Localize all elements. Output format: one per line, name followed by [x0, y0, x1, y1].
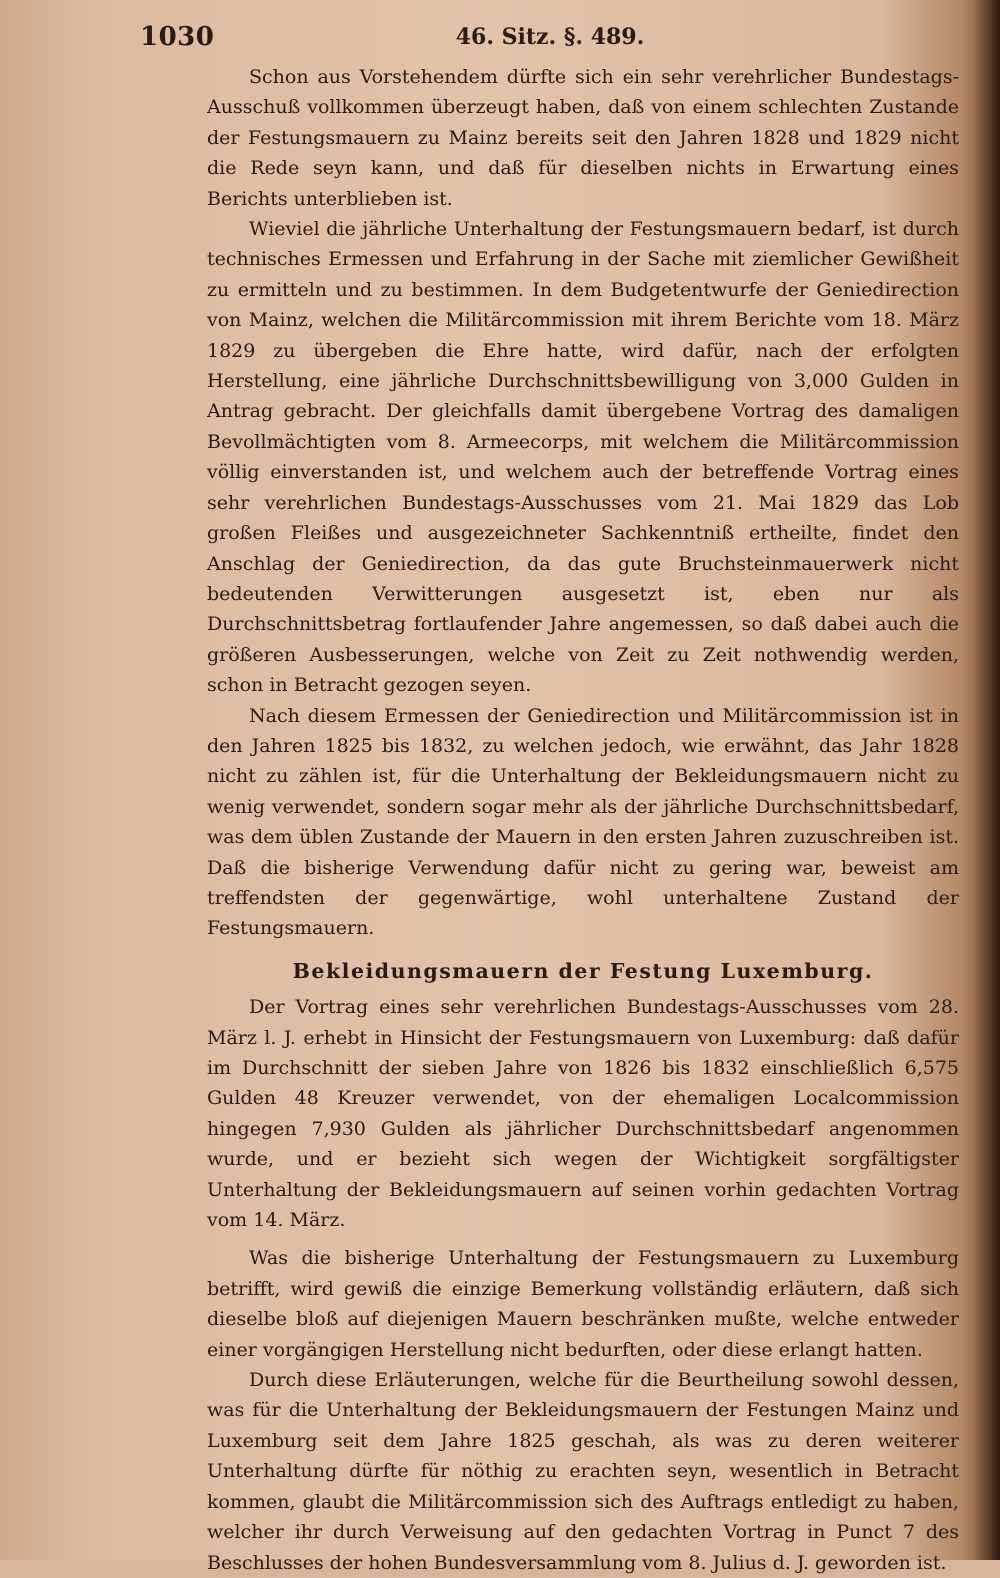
- page-body: [207, 62, 959, 1578]
- section-heading: Bekleidungsmauern der Festung Luxemburg.: [292, 958, 874, 983]
- page-edge-shadow: [974, 0, 1000, 1560]
- section-paragraph-3: Durch diese Erläuterungen, welche für die Beurtheilung sowohl dessen, was für die Unterhaltung der Bekleidungsmauern der Festungen Mainz und Luxemburg seit dem Jahre 1825 geschah, als was zu deren weiterer Unterhaltung dürfte für nöthig zu erachten seyn, wesentlich in Betracht kommen, glaubt die Militärcommission sich des Auftrags entledigt zu haben, welcher ihr durch Verweisung auf den gedachten Vortrag in Punct 7 des Beschlusses der hohen Bundesversammlung vom 8. Julius d. J. geworden ist.: [207, 1369, 959, 1574]
- paragraph-2: Wieviel die jährliche Unterhaltung der Festungsmauern bedarf, ist durch technisches Ermessen und Erfahrung in der Sache mit ziemlicher Gewißheit zu ermitteln und zu bestimmen. In dem Budgetentwurfe der Geniedirection von Mainz, welchen die Militärcommission mit ihrem Berichte vom 18. März 1829 zu übergeben die Ehre hatte, wird dafür, nach der erfolgten Herstellung, eine jährliche Durchschnittsbewilligung von 3,000 Gulden in Antrag gebracht. Der gleichfalls damit übergebene Vortrag des damaligen Bevollmächtigten vom 8. Armeecorps, mit welchem die Militärcommission völlig einverstanden ist, und welchem auch der betreffende Vortrag eines sehr verehrlichen Bundestags-Ausschusses vom 21. Mai 1829 das Lob großen Fleißes und ausgezeichneter Sachkenntniß ertheilte, findet den Anschlag der Geniedirection, da das gute Bruchsteinmauerwerk nicht bedeutenden Verwitterungen ausgesetzt ist, eben nur als Durchschnittsbetrag fortlaufender Jahre angemessen, so daß dabei auch die größeren Ausbesserungen, welche von Zeit zu Zeit nothwendig werden, schon in Betracht gezogen seyen.: [207, 218, 959, 697]
- paragraph-1: Schon aus Vorstehendem dürfte sich ein sehr verehrlicher Bundestags-Ausschuß vollkommen überzeugt haben, daß von einem schlechten Zustande der Festungsmauern zu Mainz bereits seit den Jahren 1828 und 1829 nicht die Rede seyn kann, und daß für dieselben nichts in Erwartung eines Berichts unterblieben ist.: [207, 66, 959, 210]
- page-number: 1030: [140, 22, 215, 52]
- section-paragraph-2: Was die bisherige Unterhaltung der Festungsmauern zu Luxemburg betrifft, wird gewiß die einzige Bemerkung vollständig erläutern, daß sich dieselbe bloß auf diejenigen Mauern beschränken mußte, welche entweder einer vorgängigen Herstellung nicht bedurften, oder diese erlangt hatten.: [207, 1247, 959, 1361]
- section-paragraph-1: Der Vortrag eines sehr verehrlichen Bundestags-Ausschusses vom 28. März l. J. erhebt in Hinsicht der Festungsmauern von Luxemburg: daß dafür im Durchschnitt der sieben Jahre von 1826 bis 1832 einschließlich 6,575 Gulden 48 Kreuzer verwendet, von der ehemaligen Localcommission hingegen 7,930 Gulden als jährlicher Durchschnittsbedarf angenommen wurde, und er bezieht sich wegen der Wichtigkeit sorgfältigster Unterhaltung der Bekleidungsmauern auf seinen vorhin gedachten Vortrag vom 14. März.: [207, 996, 959, 1232]
- paragraph-3: Nach diesem Ermessen der Geniedirection und Militärcommission ist in den Jahren 1825 bis 1832, zu welchen jedoch, wie erwähnt, das Jahr 1828 nicht zu zählen ist, für die Unterhaltung der Bekleidungsmauern nicht zu wenig verwendet, sondern sogar mehr als der jährliche Durchschnittsbedarf, was dem üblen Zustande der Mauern in den ersten Jahren zuzuschreiben ist. Daß die bisherige Verwendung dafür nicht zu gering war, beweist am treffendsten der gegenwärtige, wohl unterhaltene Zustand der Festungsmauern.: [207, 704, 959, 940]
- running-head: 46. Sitz. §. 489.: [455, 24, 645, 50]
- page-header: [140, 22, 960, 56]
